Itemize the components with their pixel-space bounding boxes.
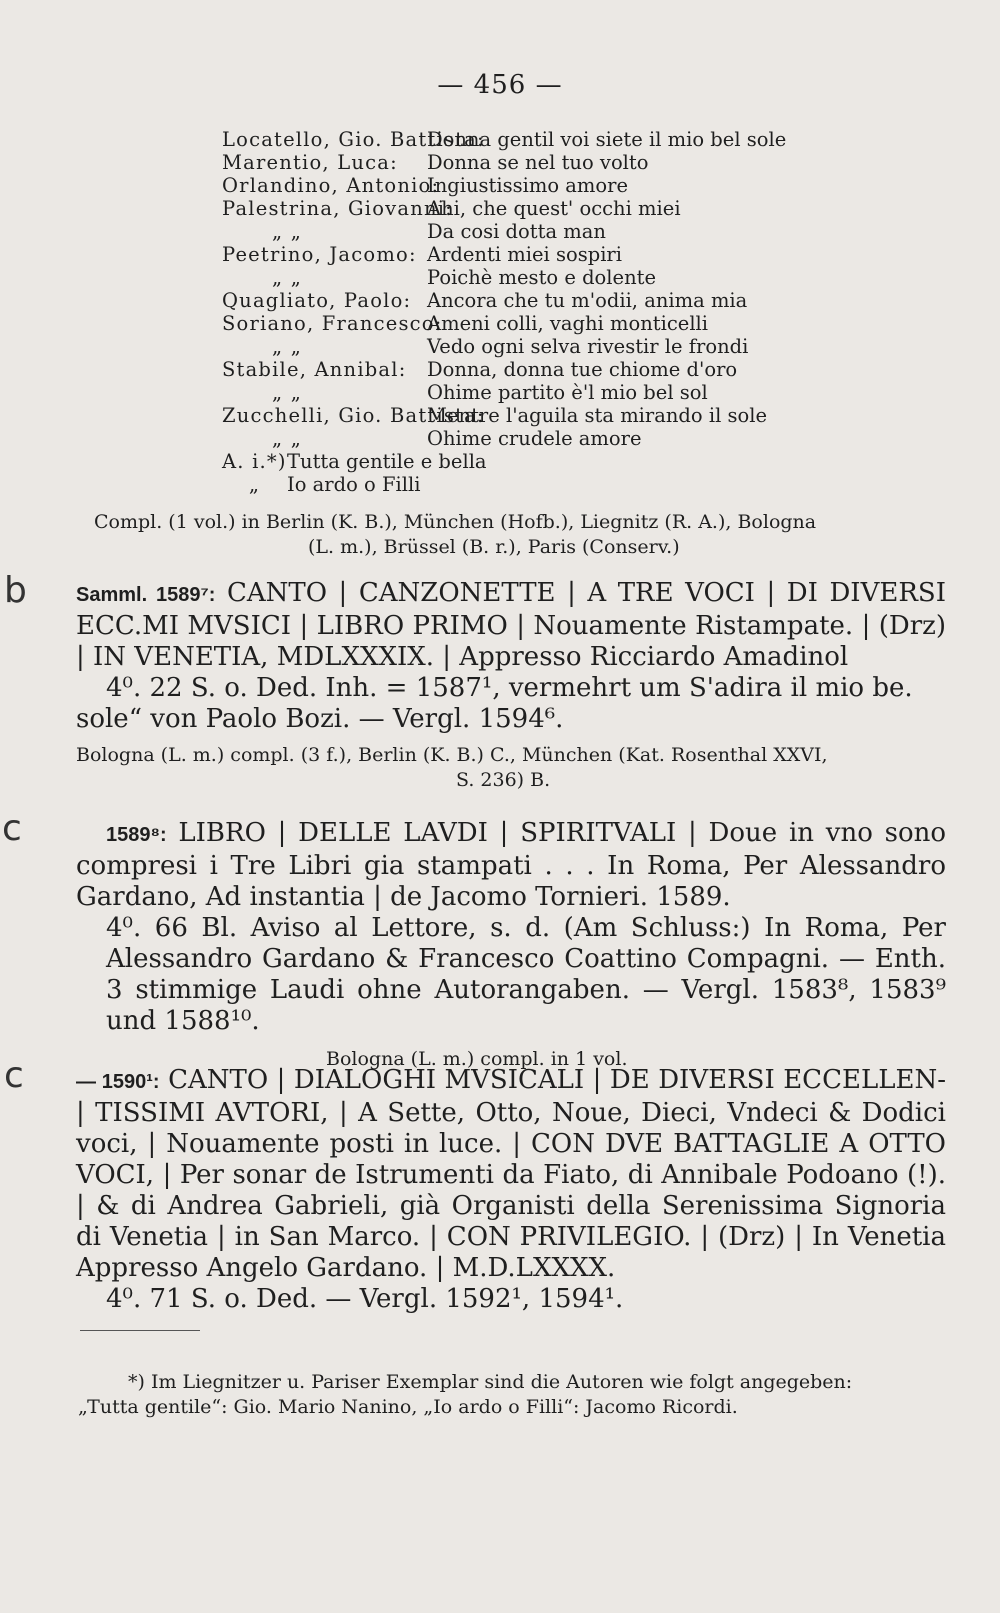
footnote <box>78 1370 938 1420</box>
holdings-line: (L. m.), Brüssel (B. r.), Paris (Conserv.) <box>308 536 680 558</box>
composer-name: „ „ <box>272 427 303 450</box>
entry-description: 4⁰. 22 S. o. Ded. Inh. = 1587¹, vermehrt um S'adira il mio be. <box>106 673 913 703</box>
song-entry <box>222 312 902 335</box>
composer-name: Locatello, Gio. Battista: <box>222 128 485 151</box>
song-entry <box>222 450 902 473</box>
song-title: Vedo ogni selva rivestir le frondi <box>427 335 749 358</box>
song-entry <box>222 381 902 404</box>
entry-title: LIBRO | DELLE LAVDI | SPIRITVALI | Doue in vno sono compresi i Tre Libri gia stampati . . . In Roma, Per Alessandro Gardano, Ad instantia | de Jacomo Tornieri. 1589. <box>76 818 947 912</box>
song-title: Io ardo o Filli <box>287 473 421 496</box>
composer-name: A. i.*) <box>222 450 287 473</box>
composer-name: Zucchelli, Gio. Battista: <box>222 404 485 427</box>
song-title: Donna gentil voi siete il mio bel sole <box>427 128 787 151</box>
song-entry <box>222 266 902 289</box>
page-number: — 456 — <box>437 70 563 100</box>
song-entry <box>222 197 902 220</box>
composer-name: „ „ <box>272 335 303 358</box>
footnote-line: „Tutta gentile“: Gio. Mario Nanino, „Io ardo o Filli“: Jacomo Ricordi. <box>78 1396 738 1418</box>
song-title: Ohime partito è'l mio bel sol <box>427 381 708 404</box>
song-entry <box>222 174 902 197</box>
entry-label: 1589⁸: <box>106 824 167 846</box>
composer-name: Marentio, Luca: <box>222 151 398 174</box>
song-title: Ingiustissimo amore <box>427 174 629 197</box>
song-title: Mentre l'aguila sta mirando il sole <box>427 404 768 427</box>
song-entry <box>222 473 902 496</box>
composer-name: Soriano, Francesco: <box>222 312 443 335</box>
song-title: Da cosi dotta man <box>427 220 606 243</box>
composer-name: „ „ <box>272 266 303 289</box>
entry-description: 4⁰. 66 Bl. Aviso al Lettore, s. d. (Am Schluss:) In Roma, Per Alessandro Gardano & Francesco Coattino Compagni. — Enth. 3 stimmige Laudi ohne Autorangaben. — Vergl. 1583⁸, 1583⁹ und 1588¹⁰. <box>106 913 946 1036</box>
composer-name: Orlandino, Antonio: <box>222 174 440 197</box>
margin-mark: c <box>2 808 22 849</box>
entry-location: Bologna (L. m.) compl. (3 f.), Berlin (K. B.) C., München (Kat. Rosenthal XXVI, <box>76 744 828 766</box>
entry-1589-8 <box>76 818 946 1072</box>
composer-name: „ „ <box>272 220 303 243</box>
song-title: Donna se nel tuo volto <box>427 151 649 174</box>
song-title: Ardenti miei sospiri <box>427 243 622 266</box>
holdings-note <box>94 510 934 560</box>
composer-name: Quagliato, Paolo: <box>222 289 412 312</box>
composer-name: „ <box>248 473 261 496</box>
song-title: Donna, donna tue chiome d'oro <box>427 358 738 381</box>
footnote-line: *) Im Liegnitzer u. Pariser Exemplar sind die Autoren wie folgt angegeben: <box>128 1371 853 1393</box>
entry-title: CANTO | DIALOGHI MVSICALI | DE DIVERSI ECCELLEN- | TISSIMI AVTORI, | A Sette, Otto, Noue, Dieci, Vndeci & Dodici voci, | Nouamente posti in luce. | CON DVE BATTAGLIE A OTTO VOCI, | Per sonar de Istrumenti da Fiato, di Annibale Podoano (!). | & di Andrea Gabrieli, già Organisti della Serenissima Signoria di Venetia | in San Marco. | CON PRIVILEGIO. | (Drz) | In Venetia Appresso Angelo Gardano. | M.D.LXXXX. <box>76 1065 946 1283</box>
entry-label: — 1590¹: <box>76 1071 160 1093</box>
margin-mark: c <box>4 1055 24 1096</box>
entry-location: S. 236) B. <box>456 769 551 791</box>
entry-location: Bologna (L. m.) compl. in 1 vol. <box>326 1048 628 1070</box>
entry-1589-7 <box>76 578 946 793</box>
song-entry <box>222 220 902 243</box>
song-entry <box>222 243 902 266</box>
holdings-line: Compl. (1 vol.) in Berlin (K. B.), München (Hofb.), Liegnitz (R. A.), Bologna <box>94 511 817 533</box>
song-list <box>222 128 902 496</box>
song-title: Ohime crudele amore <box>427 427 642 450</box>
song-entry <box>222 404 902 427</box>
song-title: Tutta gentile e bella <box>287 450 487 473</box>
composer-name: Peetrino, Jacomo: <box>222 243 417 266</box>
song-title: Poichè mesto e dolente <box>427 266 657 289</box>
entry-label: Samml. 1589⁷: <box>76 584 216 606</box>
entry-1590-1 <box>76 1065 946 1315</box>
song-title: Ahi, che quest' occhi miei <box>427 197 681 220</box>
entry-title: CANTO | CANZONETTE | A TRE VOCI | DI DIVERSI ECC.MI MVSICI | LIBRO PRIMO | Nouamente Ristampate. | (Drz) | IN VENETIA, MDLXXXIX. | Appresso Ricciardo Amadinol <box>76 578 946 672</box>
song-title: Ancora che tu m'odii, anima mia <box>427 289 748 312</box>
song-title: Ameni colli, vaghi monticelli <box>427 312 709 335</box>
footnote-separator <box>80 1330 200 1331</box>
song-entry <box>222 427 902 450</box>
margin-mark: b <box>4 570 27 611</box>
song-entry <box>222 358 902 381</box>
song-entry <box>222 128 902 151</box>
composer-name: Palestrina, Giovanni: <box>222 197 453 220</box>
song-entry <box>222 335 902 358</box>
entry-description: 4⁰. 71 S. o. Ded. — Vergl. 1592¹, 1594¹. <box>106 1284 624 1314</box>
composer-name: „ „ <box>272 381 303 404</box>
composer-name: Stabile, Annibal: <box>222 358 407 381</box>
entry-description: sole“ von Paolo Bozi. — Vergl. 1594⁶. <box>76 704 564 734</box>
song-entry <box>222 289 902 312</box>
song-entry <box>222 151 902 174</box>
